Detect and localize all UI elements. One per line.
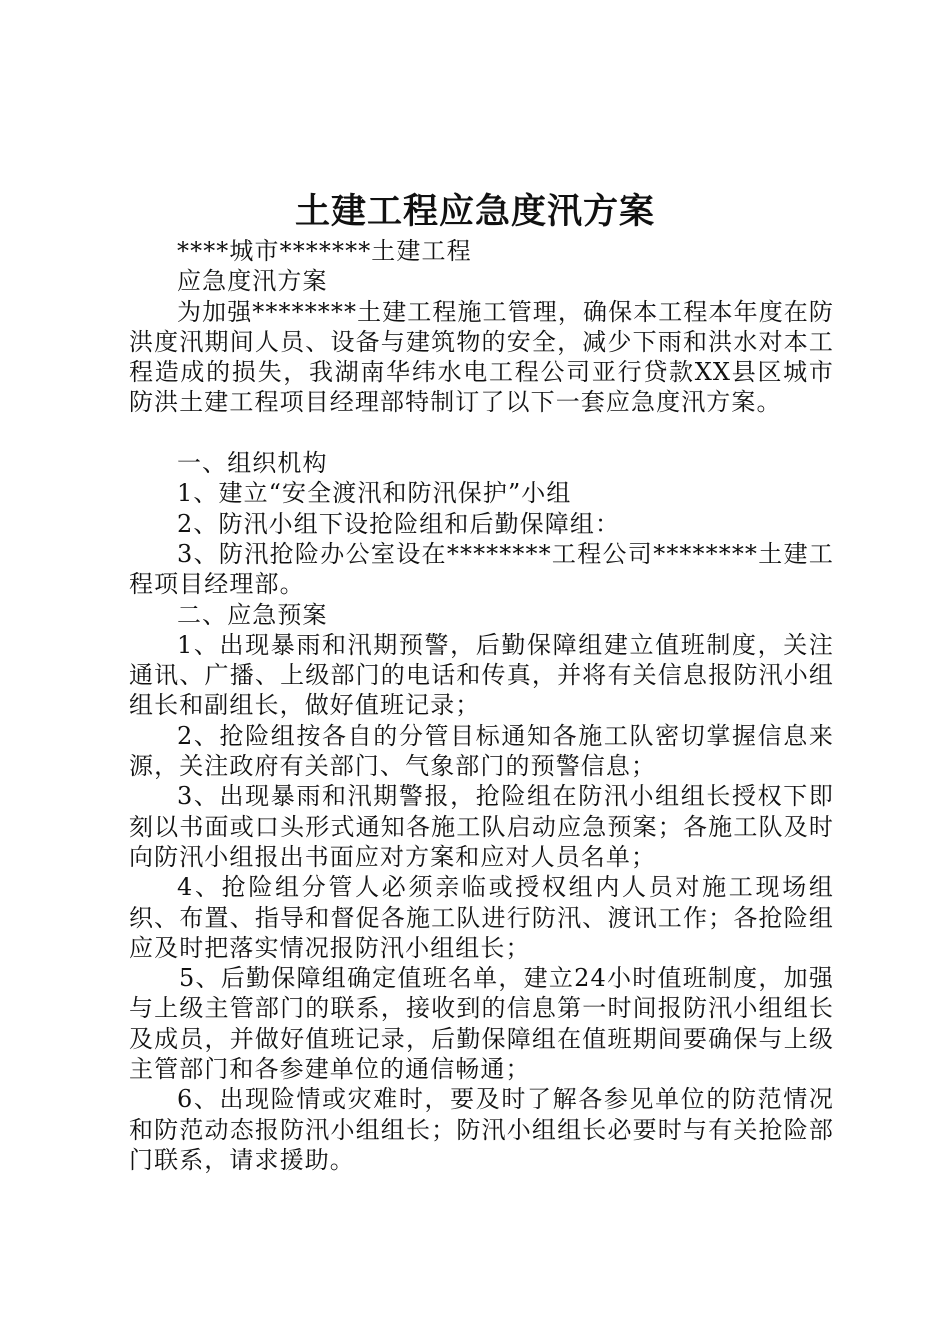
intro-paragraph: 为加强********土建工程施工管理，确保本工程本年度在防洪度汛期间人员、设备与建筑物的安全，减少下雨和洪水对本工程造成的损失，我湖南华纬水电工程公司亚行贷款XX县区城市防洪土建工程项目经理部特制订了以下一套应急度汛方案。 — [129, 297, 834, 417]
subtitle-line-1: ****城市*******土建工程 — [177, 237, 472, 265]
list-item: 2、防汛小组下设抢险组和后勤保障组： — [177, 509, 621, 538]
subtitle-line-2: 应急度汛方案 — [177, 267, 328, 296]
list-item: 6、出现险情或灾难时，要及时了解各参见单位的防范情况和防范动态报防汛小组组长；防汛小组组长必要时与有关抢险部门联系，请求援助。 — [129, 1085, 834, 1174]
list-item: 5、后勤保障组确定值班名单，建立24小时值班制度，加强与上级主管部门的联系，接收到的信息第一时间报防汛小组组长及成员，并做好值班记录，后勤保障组在值班期间要确保与上级主管部门和各参建单位的通信畅通； — [129, 964, 834, 1084]
list-item: 1、建立“安全渡汛和防汛保护”小组 — [177, 479, 572, 508]
document-body — [129, 236, 834, 1175]
list-item: 1、出现暴雨和汛期预警，后勤保障组建立值班制度，关注通讯、广播、上级部门的电话和传真，并将有关信息报防汛小组组长和副组长，做好值班记录； — [129, 630, 834, 720]
list-item: 3、防汛抢险办公室设在********工程公司********土建工程项目经理部。 — [129, 539, 834, 599]
blank-line — [129, 418, 834, 448]
list-item: 3、出现暴雨和汛期警报，抢险组在防汛小组组长授权下即刻以书面或口头形式通知各施工队启动应急预案；各施工队及时向防汛小组报出书面应对方案和应对人员名单； — [129, 782, 834, 871]
section-heading-organization: 一、组织机构 — [177, 449, 328, 478]
list-item: 4、抢险组分管人必须亲临或授权组内人员对施工现场组织、布置、指导和督促各施工队进行防汛、渡讯工作；各抢险组应及时把落实情况报防汛小组组长； — [129, 873, 834, 962]
section-heading-emergency-plan: 二、应急预案 — [177, 600, 328, 629]
document-title: 土建工程应急度汛方案 — [294, 192, 655, 232]
list-item: 2、抢险组按各自的分管目标通知各施工队密切掌握信息来源，关注政府有关部门、气象部门的预警信息； — [129, 721, 834, 781]
